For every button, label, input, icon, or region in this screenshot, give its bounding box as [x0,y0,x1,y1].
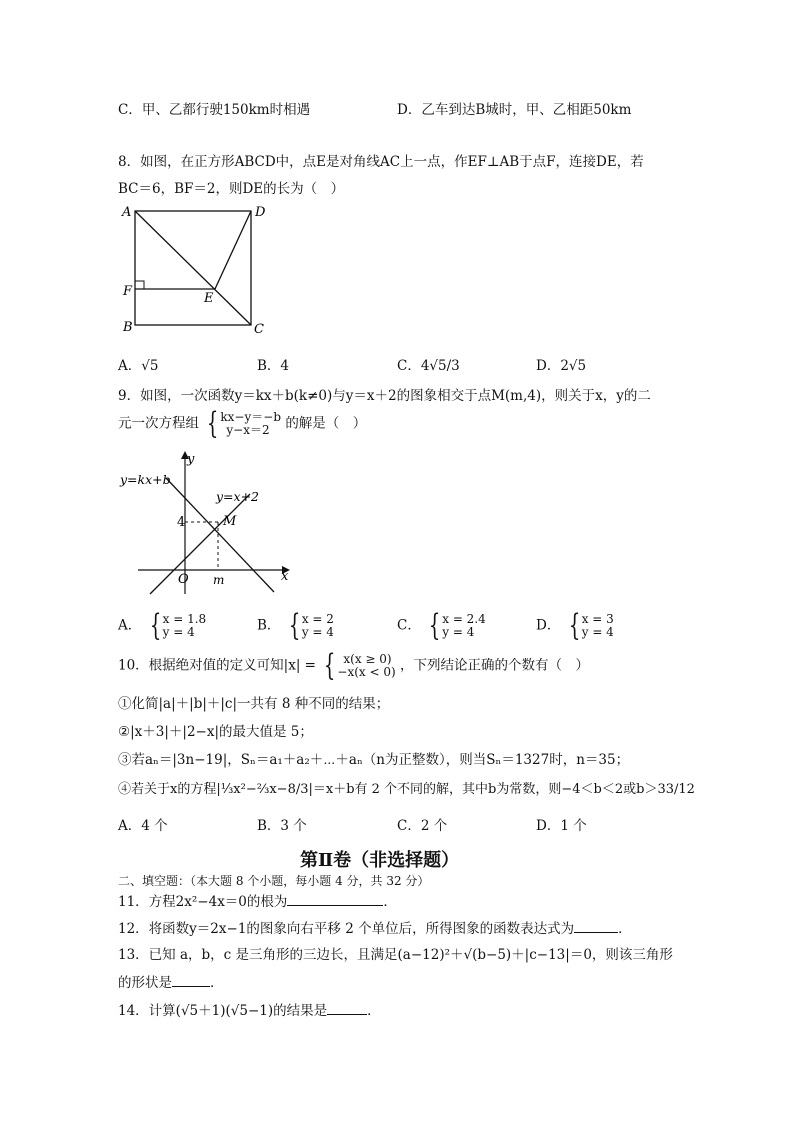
section-heading: 二、填空题：（本大题 8 个小题，每小题 4 分，共 32 分） [118,874,430,888]
q8-label-f: F [123,284,133,299]
q9-option-c: C． { x = 2.4 y = 4 [397,608,486,643]
q8-stem-line1: 8．如图，在正方形ABCD中，点E是对角线AC上一点，作EF⊥AB于点F，连接DE，若 [118,154,644,170]
q8-label-a: A [122,205,132,220]
q9-stem-post: 的解是（ ） [285,415,367,432]
q8-label-c: C [254,322,264,337]
q10-statement-1: ①化简|a|＋|b|＋|c|一共有 8 种不同的结果； [118,696,390,712]
q9-graph-figure [118,448,298,598]
q10-statement-2: ②|x＋3|＋|2−x|的最大值是 5； [118,724,313,740]
q14: 14．计算(√5＋1)(√5−1)的结果是 ． [118,1003,381,1019]
q10-option-b: B．3 个 [257,818,307,834]
q10-statement-3: ③若aₙ＝|3n−19|，Sₙ＝a₁＋a₂＋⋯＋aₙ（n为正整数），则当Sₙ＝1327时，n＝35； [118,752,630,768]
q9-x-axis-label: x [281,569,289,584]
q13-line2: 的形状是 ． [118,975,224,991]
q10-option-c: C．2 个 [397,818,448,834]
q7-option-d: D．乙车到达B城时，甲、乙相距50km [397,102,632,118]
q14-answer-blank[interactable] [327,1002,367,1015]
q10-statement-4: ④若关于x的方程|⅓x²−⅔x−8/3|＝x＋b有 2 个不同的解，其中b为常数，则−4＜b＜2或b＞33/12 [118,782,695,797]
q8-option-c: C．4√5/3 [397,358,460,374]
q9-system-line2: y−x＝2 [226,423,270,437]
q11: 11．方程2x²−4x＝0的根为 ． [118,894,397,910]
q8-label-e: E [204,291,214,306]
q9-line1-label: y=kx+b [120,472,171,487]
q10-stem: 10．根据绝对值的定义可知|x| = { x(x ≥ 0) −x(x < 0) ，下列结论正确的个数有（ ） [118,648,589,683]
q10-option-d: D．1 个 [536,818,587,834]
q9-system-line1: kx−y＝−b [220,410,282,424]
q9-stem-pre: 元一次方程组 [118,415,199,432]
q9-equation-system: { kx−y＝−b y−x＝2 [207,406,282,441]
q8-square-figure [118,200,278,340]
q9-stem-line2 [118,406,367,441]
q9-four-label: 4 [177,515,186,530]
q13-answer-blank[interactable] [172,974,210,987]
q9-option-b: B． { x = 2 y = 4 [257,608,334,643]
q9-stem-line1: 9．如图，一次函数y＝kx＋b(k≠0)与y＝x＋2的图象相交于点M(m,4)，则关于x，y的二 [118,388,651,404]
part2-title: 第Ⅱ卷（非选择题） [300,850,460,871]
q13-line1: 13．已知 a，b，c 是三角形的三边长，且满足(a−12)²＋√(b−5)＋|c−13|＝0，则该三角形 [118,947,673,963]
q9-origin-label: O [178,572,189,587]
q12: 12．将函数y＝2x−1的图象向右平移 2 个单位后，所得图象的函数表达式为 ． [118,921,632,937]
q9-m-label: m [213,573,225,587]
q9-line2-label: y=x+2 [216,489,260,504]
q9-y-axis-label: y [187,452,195,467]
q8-label-d: D [255,205,266,220]
q12-answer-blank[interactable] [574,920,618,933]
q9-point-m-label: M [223,514,237,529]
q8-option-d: D．2√5 [536,358,587,374]
q8-stem-line2: BC＝6，BF＝2，则DE的长为（ ） [118,181,345,197]
q11-answer-blank[interactable] [287,893,383,906]
q7-option-c: C．甲、乙都行驶150km时相遇 [118,102,311,118]
q8-option-b: B．4 [257,358,290,374]
q9-option-d: D． { x = 3 y = 4 [536,608,614,643]
q10-option-a: A．4 个 [118,818,168,834]
q8-label-b: B [123,320,133,335]
q9-option-a: A． { x = 1.8 y = 4 [118,608,207,643]
q8-option-a: A．√5 [118,358,159,374]
